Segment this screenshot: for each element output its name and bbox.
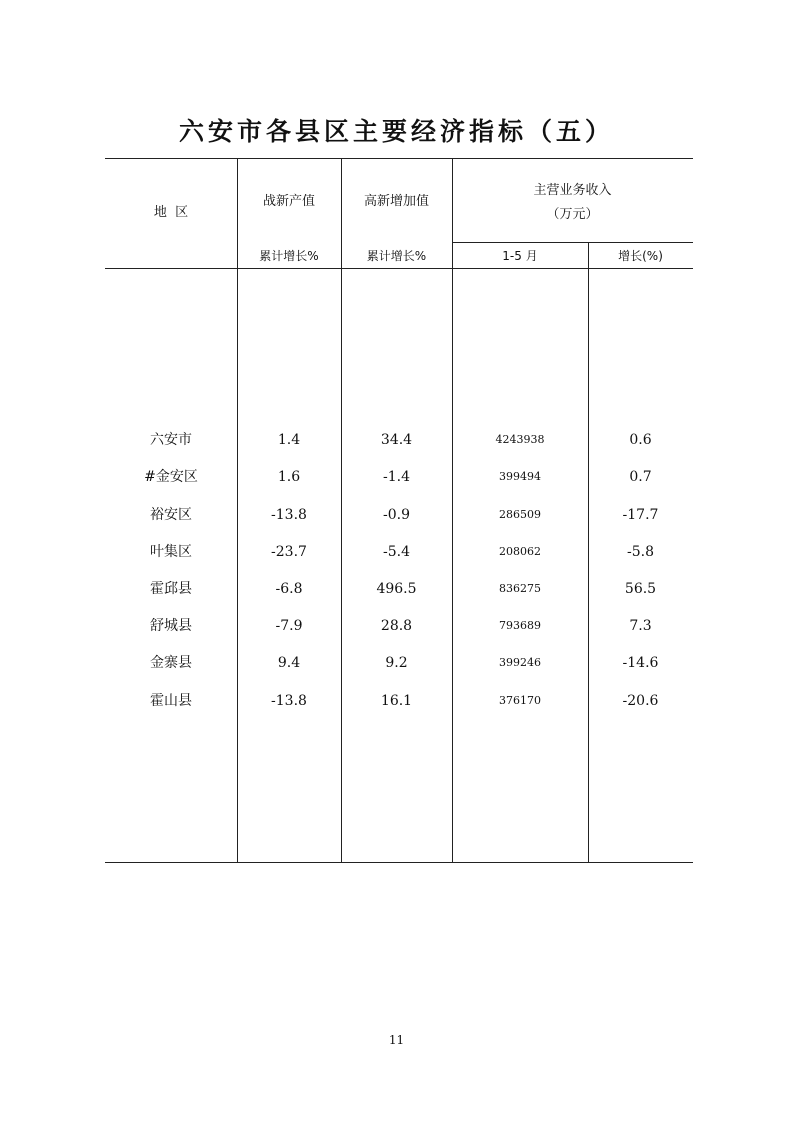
cell-strategic-new: 1.6 bbox=[277, 469, 301, 485]
cell-strategic-new: 1.4 bbox=[277, 432, 301, 448]
cell-growth: 56.5 bbox=[624, 581, 657, 597]
cell-hightech-added: 28.8 bbox=[380, 618, 413, 634]
cell-hightech-added: -5.4 bbox=[383, 544, 410, 560]
cell-revenue: 399494 bbox=[499, 470, 541, 483]
cell-strategic-new: -23.7 bbox=[271, 544, 307, 560]
cell-region: 舒城县 bbox=[150, 618, 192, 634]
cell-region: 金寨县 bbox=[150, 655, 192, 671]
cell-growth: -20.6 bbox=[622, 693, 659, 709]
cell-revenue: 399246 bbox=[499, 656, 541, 669]
cell-strategic-new: -13.8 bbox=[271, 693, 307, 709]
header-hightech-added: 高新增加值 bbox=[363, 194, 429, 209]
cell-hightech-added: 34.4 bbox=[380, 432, 413, 448]
cell-strategic-new: 9.4 bbox=[277, 655, 301, 671]
cell-growth: 0.6 bbox=[629, 432, 652, 448]
cell-revenue: 836275 bbox=[499, 582, 541, 595]
subheader-period: 1-5 月 bbox=[502, 249, 538, 263]
cell-growth: -17.7 bbox=[622, 507, 659, 523]
subheader-strategic-growth: 累计增长% bbox=[259, 249, 319, 263]
cell-region: #金安区 bbox=[144, 469, 198, 485]
cell-region: 霍邱县 bbox=[150, 581, 192, 597]
cell-growth: -5.8 bbox=[627, 544, 654, 560]
header-divider bbox=[105, 268, 693, 269]
cell-revenue: 208062 bbox=[499, 545, 541, 558]
page-title: 六安市各县区主要经济指标（五） bbox=[178, 117, 614, 146]
cell-hightech-added: -0.9 bbox=[383, 507, 410, 523]
cell-strategic-new: -13.8 bbox=[271, 507, 307, 523]
cell-hightech-added: 496.5 bbox=[376, 581, 417, 597]
cell-revenue: 286509 bbox=[499, 508, 541, 521]
page-number: 11 bbox=[388, 1033, 405, 1047]
cell-hightech-added: 16.1 bbox=[380, 693, 413, 709]
cell-revenue: 376170 bbox=[499, 694, 541, 707]
cell-strategic-new: -6.8 bbox=[275, 581, 303, 597]
cell-hightech-added: -1.4 bbox=[383, 469, 410, 485]
cell-revenue: 793689 bbox=[499, 619, 541, 632]
header-region: 地 区 bbox=[153, 205, 189, 220]
subheader-hightech-growth: 累计增长% bbox=[366, 249, 427, 263]
cell-strategic-new: -7.9 bbox=[275, 618, 303, 634]
revenue-subheader-divider bbox=[452, 242, 693, 243]
header-revenue: 主营业务收入 bbox=[533, 183, 612, 198]
table-bottom-border bbox=[105, 862, 693, 863]
table-top-border bbox=[105, 158, 693, 159]
cell-region: 霍山县 bbox=[150, 693, 192, 709]
cell-revenue: 4243938 bbox=[495, 433, 545, 446]
header-strategic-new: 战新产值 bbox=[262, 194, 315, 209]
cell-growth: 0.7 bbox=[629, 469, 652, 485]
cell-hightech-added: 9.2 bbox=[385, 655, 408, 671]
subheader-growth: 增长(%) bbox=[618, 249, 663, 263]
cell-region: 六安市 bbox=[150, 432, 192, 448]
cell-region: 叶集区 bbox=[150, 544, 192, 560]
cell-region: 裕安区 bbox=[150, 507, 192, 523]
header-revenue-unit: （万元） bbox=[546, 207, 599, 222]
cell-growth: -14.6 bbox=[622, 655, 659, 671]
cell-growth: 7.3 bbox=[629, 618, 652, 634]
